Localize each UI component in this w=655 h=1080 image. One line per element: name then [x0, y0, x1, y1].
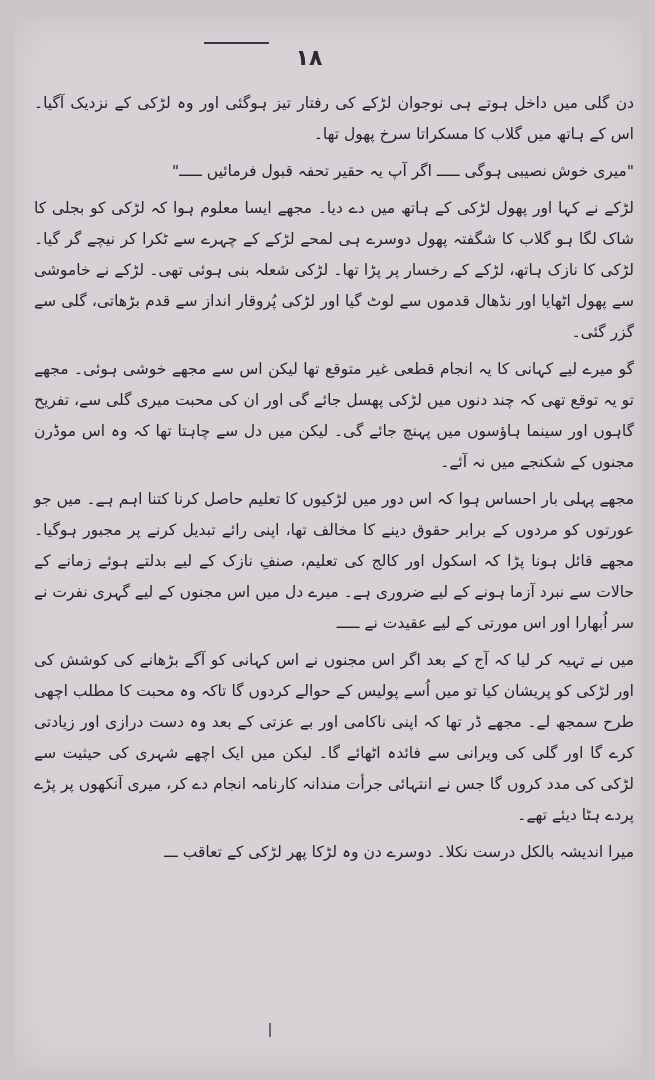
paragraph: "میری خوش نصیبی ہوگی ـــــ اگر آپ یہ حقیر تحفہ قبول فرمائیں ـــــ": [172, 162, 634, 180]
paragraph: لڑکے نے کہا اور پھول لڑکی کے ہاتھ میں دے دیا۔ مجھے ایسا معلوم ہوا کہ لڑکی کو بجلی کا شاک لگا ہو گلاب کا شگفتہ پھول دوسرے ہی لمحے لڑکے کے چہرے سے ٹکرا کر نیچے گر گیا۔ لڑکی کا نازک ہاتھ، لڑکے کے رخسار پر پڑا تھا۔ لڑکی شعلہ بنی ہوئی تھی۔ لڑکے نے خاموشی سے پھول اٹھایا اور نڈھال قدموں سے لوٹ گیا اور لڑکی پُروقار انداز سے قدم بڑھاتی، گلی سے گزر گئی۔: [34, 199, 634, 341]
page-number: ۱۸: [295, 46, 323, 71]
paragraph: دن گلی میں داخل ہوتے ہی نوجوان لڑکے کی رفتار تیز ہوگئی اور وہ لڑکی کے نزدیک آگیا۔ اس کے ہاتھ میں گلاب کا مسکراتا سرخ پھول تھا۔: [34, 94, 634, 143]
page-mark: [269, 1023, 271, 1037]
paragraph: مجھے پہلی بار احساس ہوا کہ اس دور میں لڑکیوں کا تعلیم حاصل کرنا کتنا اہم ہے۔ میں جو عورتوں کو مردوں کے برابر حقوق دینے کا مخالف تھا، اپنی رائے تبدیل کرنے پر مجبور ہوگیا۔ مجھے قائل ہونا پڑا کہ اسکول اور کالج کی تعلیم، صنفِ نازک کے لیے بدلتے ہوئے زمانے کے حالات سے نبرد آزما ہونے کے لیے ضروری ہے۔ میرے دل میں اس مجنوں کے لیے گہری نفرت نے سر اُبھارا اور اس مورتی کے لیے عقیدت نے ـــــ: [34, 490, 634, 632]
paragraph: گو میرے لیے کہانی کا یہ انجام قطعی غیر متوقع تھا لیکن اس سے مجھے خوشی ہوئی۔ مجھے تو یہ توقع تھی کہ چند دنوں میں لڑکی پھسل جائے گی اور ان کی محبت میری گلی سے، تفریح گاہوں اور سینما ہاؤسوں میں پہنچ جائے گی۔ لیکن میں دل سے چاہتا تھا کہ وہ اس موڈرن مجنوں کے شکنجے میں نہ آئے۔: [34, 360, 634, 471]
paragraph: میں نے تہیہ کر لیا کہ آج کے بعد اگر اس مجنوں نے اس کہانی کو آگے بڑھانے کی کوشش کی اور لڑکی کو پریشان کیا تو میں اُسے پولیس کے حوالے کردوں گا تاکہ وہ محبت کا مطلب اچھی طرح سمجھ لے۔ مجھے ڈر تھا کہ اپنی ناکامی اور بے عزتی کے بعد وہ دست درازی اور زیادتی کرے گا اور گلی کی ویرانی سے فائدہ اٹھائے گا۔ لیکن میں ایک اچھے شہری کی حیثیت سے لڑکی کی مدد کروں گا جس نے انتہائی جرأت مندانہ کارنامہ انجام دے کر، میری آنکھوں پر پڑے پردے ہٹا دیئے تھے۔: [34, 651, 634, 824]
paragraph: میرا اندیشہ بالکل درست نکلا۔ دوسرے دن وہ لڑکا پھر لڑکی کے تعاقب ـــ: [164, 843, 634, 861]
body-text: [34, 88, 634, 874]
book-page: [14, 18, 642, 1070]
header-rule: [204, 42, 269, 44]
